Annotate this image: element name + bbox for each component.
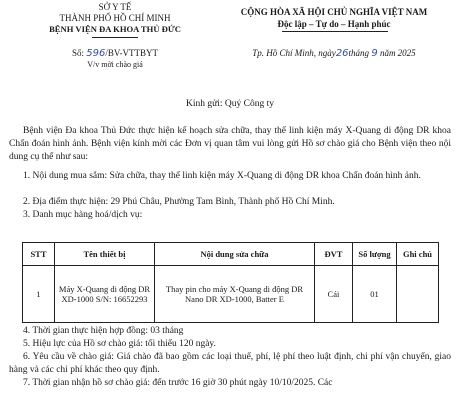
hospital-underline (92, 37, 138, 38)
cell-device: Máy X-Quang di động DR XD-1000 S/N: 16652293 (55, 266, 155, 323)
cell-note (397, 266, 439, 323)
greeting: Kính gửi: Quý Công ty (185, 99, 274, 109)
table-row (23, 266, 439, 323)
doc-no-prefix: Số: (71, 48, 84, 58)
doc-no-handwritten: 596 (86, 48, 106, 59)
place-date-prefix: Tp. Hồ Chí Minh, ngày (252, 48, 336, 58)
doc-no-suffix: /BV-VTTBYT (105, 48, 159, 58)
month-word: tháng (348, 48, 370, 58)
intro-paragraph: Bệnh viện Đa khoa Thủ Đức thực hiện kế hoạch sửa chữa, thay thế linh kiện máy X-Quang di động DR khoa Chẩn đoán hình ảnh. Bệnh viện kính mời các Đơn vị quan tâm vui lòng gửi Hồ sơ chào giá cho Bệnh viện theo nội dung cụ thể như sau: (9, 126, 451, 162)
col-header-repair: Nội dung sửa chữa (155, 243, 315, 266)
service-table (22, 242, 439, 323)
month-handwritten: 9 (371, 48, 378, 59)
item-6: 6. Yêu cầu về chào giá: Giá chào đã bao gồm các loại thuế, phí, lệ phí theo luật định, chi phí vận chuyển, giao hàng và các chi phí khác theo quy định. (9, 352, 451, 375)
motto-underline (282, 31, 388, 32)
document-subject: V/v mời chào giá (87, 60, 143, 69)
document-number (40, 48, 190, 59)
item-7: 7. Thời gian nhận hồ sơ chào giá: đến trước 16 giờ 30 phút ngày 10/10/2025. Các (23, 378, 333, 388)
cell-qty: 01 (353, 266, 397, 323)
item-5: 5. Hiệu lực của Hồ sơ chào giá: tối thiểu 120 ngày. (23, 339, 216, 349)
city-name: THÀNH PHỐ HỒ CHÍ MINH (59, 13, 171, 23)
motto: Độc lập – Tự do – Hạnh phúc (277, 19, 391, 29)
agency-name: SỞ Y TẾ (98, 2, 132, 12)
col-header-unit: ĐVT (315, 243, 353, 266)
year-text: năm 2025 (379, 48, 416, 58)
item-1: 1. Nội dung mua sắm: Sửa chữa, thay thế linh kiện máy X-Quang di động DR khoa Chẩn đoán hình ảnh. (23, 171, 421, 181)
col-header-note: Ghi chú (397, 243, 439, 266)
col-header-device: Tên thiết bị (55, 243, 155, 266)
col-header-stt: STT (23, 243, 55, 266)
item-3: 3. Danh mục hàng hoá/dịch vụ: (23, 210, 143, 220)
item-2: 2. Địa điểm thực hiện: 29 Phú Châu, Phường Tam Bình, Thành phố Hồ Chí Minh. (23, 197, 335, 207)
hospital-name: BỆNH VIỆN ĐA KHOA THỦ ĐỨC (49, 24, 181, 34)
day-handwritten: 26 (335, 48, 349, 59)
nation-title: CỘNG HÒA XÃ HỘI CHỦ NGHĨA VIỆT NAM (240, 7, 428, 17)
col-header-qty: Số lượng (353, 243, 397, 266)
place-date (222, 48, 446, 59)
cell-repair: Thay pin cho máy X-Quang di động DR Nano DR XD-1000, Batter E (155, 266, 315, 323)
table-header-row (23, 243, 439, 266)
item-4: 4. Thời gian thực hiện hợp đồng: 03 tháng (23, 326, 184, 336)
cell-stt: 1 (23, 266, 55, 323)
cell-unit: Cái (315, 266, 353, 323)
